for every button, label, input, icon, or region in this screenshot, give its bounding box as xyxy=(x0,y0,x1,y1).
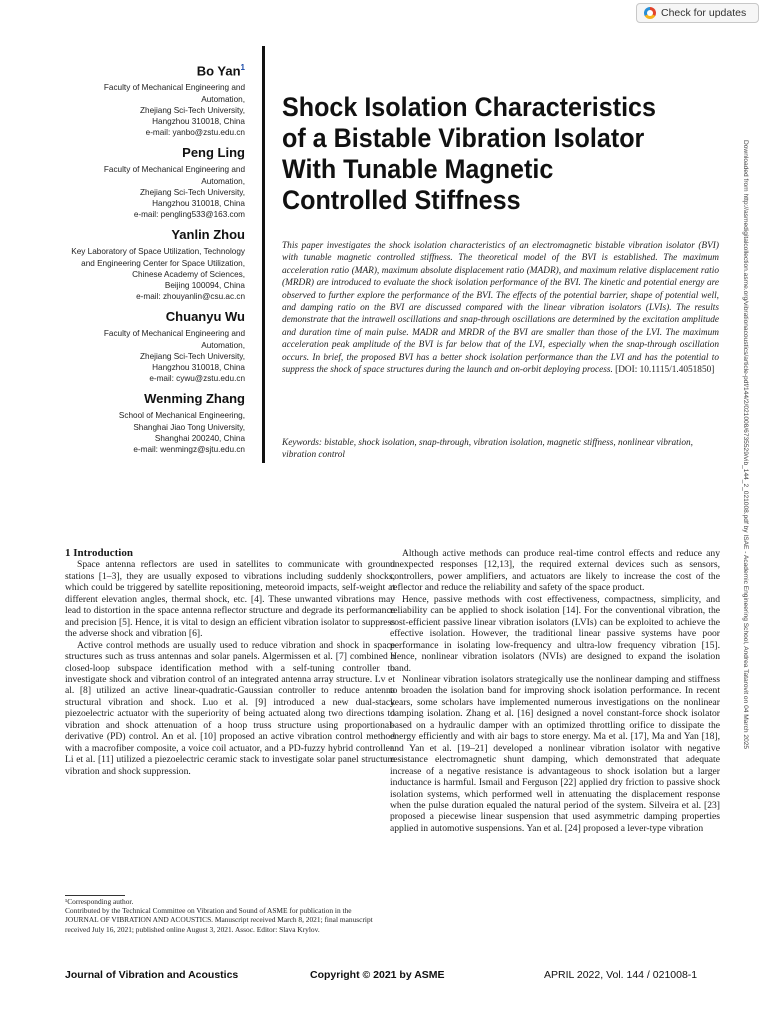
author-block xyxy=(40,60,245,138)
author-email: e-mail: yanbo@zstu.edu.cn xyxy=(145,128,245,138)
paper-title: Shock Isolation Characteristics of a Bistable Vibration Isolator With Tunable Magnetic Controlled Stiffness xyxy=(282,92,656,215)
footnote: ¹Corresponding author. xyxy=(65,897,134,906)
body-column-left xyxy=(65,548,395,777)
author-name: Peng Ling xyxy=(182,145,245,161)
affiliation-line: Hangzhou 310018, China xyxy=(152,116,245,126)
paragraph: Although active methods can produce real-time control effects and reduce any unexpected responses [12,13], the required external devices such as sensors, controllers, power amplifiers, and actuators are likely to increase the cost of the reflector and reduce the reliability and safety of the space product. xyxy=(390,548,720,594)
footnotes xyxy=(65,897,383,934)
author-name: Wenming Zhang xyxy=(144,391,245,407)
author-block xyxy=(40,145,245,220)
affiliation-line: Automation, xyxy=(201,340,245,350)
paragraph: Active control methods are usually used to reduce vibration and shock in space structures such as truss antennas and solar panels. Algermissen et al. [7] combined a closed-loop subspace identification method with a self-tuning controller to investigate shock and vibration control of an integrated antenna array structure. Lv et al. [8] utilized an active linear-quadratic-Gaussian controller to reduce antenna structural vibration and shock. Luo et al. [9] introduced a new dual-stack piezoelectric actuator with the superiority of being actuated along two directions to vibration and shock attenuation of a hoop truss structure using proportional-derivative (PD) control. An et al. [10] proposed an active vibration control method with a macrofiber composite, a voice coil actuator, and a PD-fuzzy hybrid controller. Li et al. [11] utilized a piezoelectric ceramic stack to investigate solar panel structure vibration and shock suppression. xyxy=(65,639,395,777)
paragraph: Space antenna reflectors are used in satellites to communicate with ground stations [1–3], they are usually exposed to vibrations including suddenly shocks, which could be triggered by satellite repositioning, meteoroid impacts, self-weight at different elevation angles, thermal shock, etc. [4]. These unwanted vibrations may lead to distortion in the space antenna reflector structure and degrade its performance and precision [5]. Hence, it is vital to design an efficient vibration isolator to suppress the adverse shock and vibration [6]. xyxy=(65,559,395,640)
affiliation-line: Zhejiang Sci-Tech University, xyxy=(140,187,245,197)
section-heading: 1 Introduction xyxy=(65,547,133,559)
affiliation-line: Zhejiang Sci-Tech University, xyxy=(140,105,245,115)
author-email: e-mail: wenmingz@sjtu.edu.cn xyxy=(133,445,245,454)
footer-journal: Journal of Vibration and Acoustics xyxy=(65,969,239,981)
affiliation-line: Chinese Academy of Sciences, xyxy=(132,269,245,279)
check-for-updates-button[interactable] xyxy=(636,3,759,23)
check-updates-label: Check for updates xyxy=(661,7,747,19)
affiliation-line: Key Laboratory of Space Utilization, Technology xyxy=(71,247,245,257)
affiliation-line: and Engineering Center for Space Utilization, xyxy=(81,258,245,268)
affiliation-line: Shanghai 200240, China xyxy=(154,433,245,443)
author-name: Chuanyu Wu xyxy=(165,309,245,325)
abstract-text: This paper investigates the shock isolation characteristics of an electromagnetic bistable vibration isolator (BVI) with tunable magnetic controlled stiffness. The theoretical model of the BVI is established. The maximum acceleration ratio (MAR), maximum absolute displacement ratio (MADR), and maximum relative displacement ratio (MRDR) are introduced to evaluate the shock isolation performance of the BVI. The kinetic and potential energy are observed to further explore the performance of the BVI. The effects of the potential barrier, shape of potential well, and damping ratio on the BVI are discussed compared with the linear vibration isolators (LVIs). The results demonstrate that the intrawell oscillations and snap-through oscillations are determined by the excitation amplitude and duration time of main pulse. MADR and MRDR of the BVI are smaller than those of the LVI. The maximum acceleration peak amplitude of the BVI is far below that of the LVI, especially when the snap-through oscillation occurs. In brief, the proposed BVI has a better shock isolation performance than the LVI and has the potential to suppress the shock of space structures during the launch and on-orbit deploying process. xyxy=(282,241,719,376)
author-email: e-mail: zhouyanlin@csu.ac.cn xyxy=(136,292,245,302)
download-side-note: Downloaded from http://asmedigitalcollection.asme.org/vibrationacoustics/article-pdf/144/2/021008/6735529/vib_144_2_021008.pdf by ISAE - Academic Engineering School, Andrea Tatarovit on 04 March 2025 xyxy=(742,140,749,750)
affiliation-line: Beijing 100094, China xyxy=(164,280,245,290)
author-email: e-mail: cywu@zstu.edu.cn xyxy=(149,374,245,384)
paragraph: Hence, passive methods with cost effectiveness, compactness, simplicity, and reliability can be applied to shock isolation [14]. For the conventional vibration, the cost-efficient passive linear vibration isolators (LVIs) can be exploited to achieve the effective isolation. However, the traditional linear passive systems have poor performance in isolating low-frequency and ultra-low frequency vibration [15]. Hence, nonlinear vibration isolators (NVIs) are designed to expand the isolation band. xyxy=(390,593,720,674)
affiliation-line: Faculty of Mechanical Engineering and xyxy=(103,165,245,175)
author-block xyxy=(40,227,245,302)
author-name: Bo Yan$^1$ xyxy=(196,63,245,79)
author-block xyxy=(40,309,245,384)
footer-issue: APRIL 2022, Vol. 144 / 021008-1 xyxy=(544,969,698,981)
affiliation-line: Hangzhou 310018, China xyxy=(152,198,245,208)
title-divider xyxy=(262,46,265,463)
affiliation-line: Automation, xyxy=(201,94,245,104)
affiliation-line: School of Mechanical Engineering, xyxy=(118,411,245,421)
affiliation-line: Faculty of Mechanical Engineering and xyxy=(103,329,245,339)
footnote-rule xyxy=(65,895,125,896)
footnote: Contributed by the Technical Committee on Vibration and Sound of ASME for publication in the JOURNAL OF VIBRATION AND ACOUSTICS. Manuscript received March 8, 2021; final manuscript received July 16, 2021; published online August 3, 2021. Assoc. Editor: Slava Krylov. xyxy=(65,906,373,934)
author-block xyxy=(40,391,245,455)
doi-link[interactable]: [DOI: 10.1115/1.4051850] xyxy=(615,365,715,376)
author-name: Yanlin Zhou xyxy=(171,227,245,243)
crossmark-icon xyxy=(644,7,656,19)
keywords: Keywords: bistable, shock isolation, snap-through, vibration isolation, magnetic stiffness, nonlinear vibration, vibration control xyxy=(282,438,693,461)
author-list xyxy=(40,60,245,462)
affiliation-line: Zhejiang Sci-Tech University, xyxy=(140,351,245,361)
author-email: e-mail: pengling533@163.com xyxy=(133,210,245,220)
affiliation-line: Hangzhou 310018, China xyxy=(152,362,245,372)
affiliation-line: Faculty of Mechanical Engineering and xyxy=(103,83,245,93)
affiliation-line: Automation, xyxy=(201,176,245,186)
paragraph: Nonlinear vibration isolators strategically use the nonlinear damping and stiffness to broaden the isolation band for improving shock isolation performance. In recent years, some scholars have implemented numerous investigations on the nonlinear damping isolation. Zhang et al. [16] designed a novel constant-force shock isolator based on a hydraulic damper with an optimized throttling orifice to dissipate the energy efficiently and with air bags to store energy. Ma et al. [17], Ma and Yan [18], and Yan et al. [19–21] developed a nonlinear vibration isolator with negative resistance electromagnetic shunt damping, which demonstrated that adequate increase of a negative resistance is advantageous to shock isolation but a larger inductance is harmful. Ismail and Ferguson [22] applied dry friction to passive shock isolation systems, which performed well in attenuating the displacement response when the pulse duration equaled the natural period of the system. Silveira et al. [23] proposed a piecewise linear suspension that used asymmetric damping properties applied in automotive suspensions. Yan et al. [24] proposed a lever-type vibration xyxy=(390,673,720,834)
abstract xyxy=(282,240,719,376)
footer-copyright: Copyright © 2021 by ASME xyxy=(310,969,445,981)
body-column-right xyxy=(390,548,720,834)
affiliation-line: Shanghai Jiao Tong University, xyxy=(133,422,245,432)
